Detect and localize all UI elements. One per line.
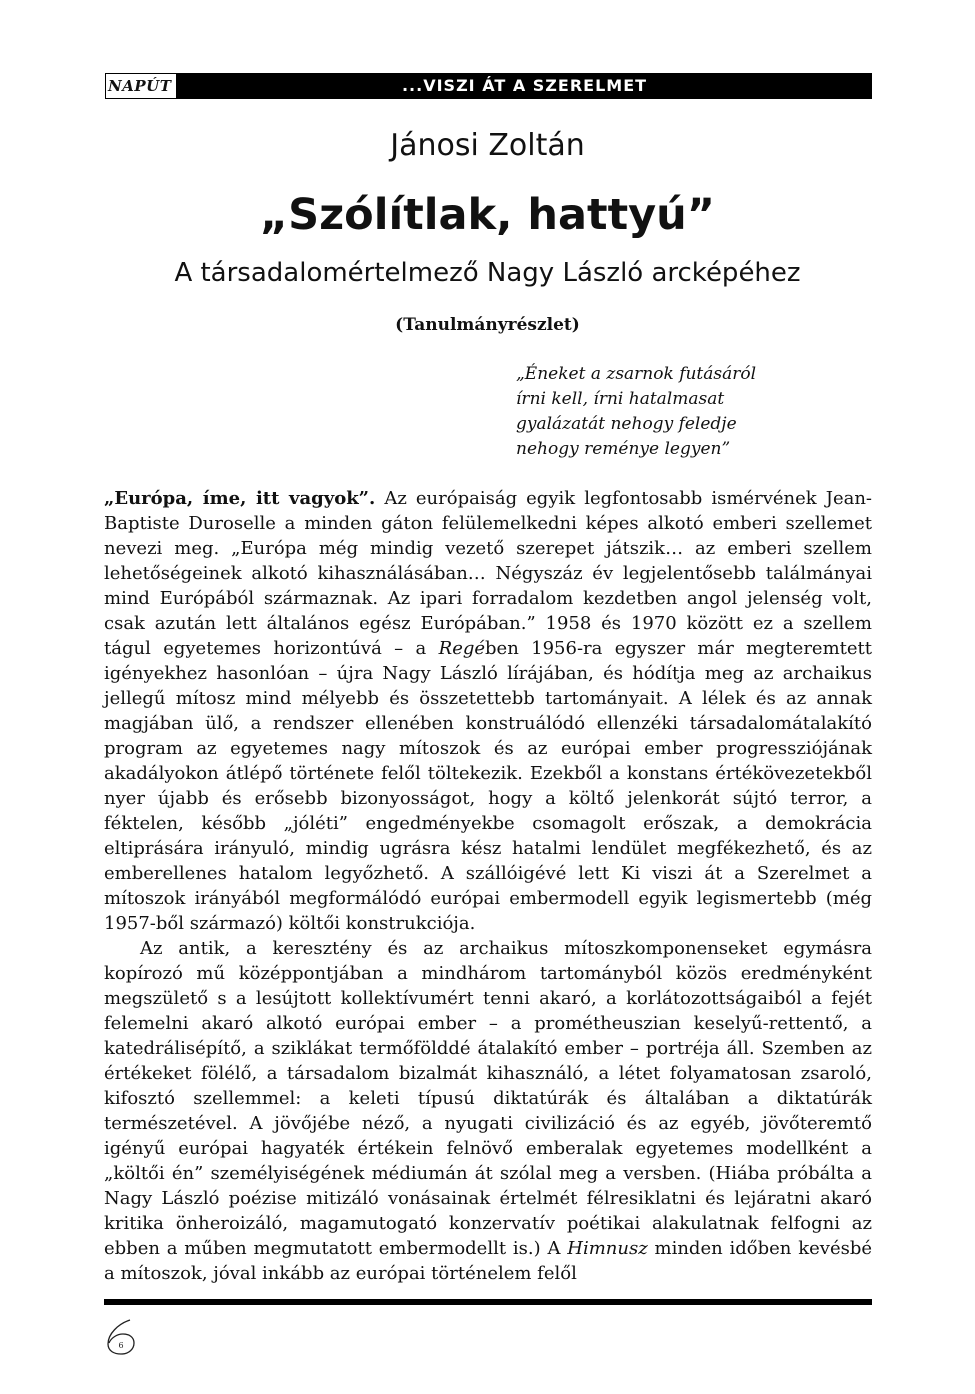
journal-logo: NAPÚT — [105, 73, 177, 99]
paragraph-text: Az antik, a keresztény és az archaikus mítoszkomponenseket egymásra kopírozó mű középpontjában a mindhárom tartományból közös eredményként megszülető s a lesújtott kollektívumért tenni akaró, a korlátozottságaiból a fejét felemelni akaró alkotó európai ember – a prométheuszian keselyű-rettentő, a katedrálisépítő, a sziklákat termőfölddé átalakító ember – portréja áll. Szemben az értékeket fölélő, a társadalom bizalmát kihasználó, a létet folyamatosan zsaroló, kifosztó szellemmel: a keleti típusú diktatúrák és általában a diktatúrák természetével. A jövőjébe néző, a nyugati civilizáció és az egyéb, jövőteremtő igényű európai hagyaték értékein felnövő emberalak egyetemes modellként a „költői én” személyiségének médiumán át szólal meg a versben. (Hiába próbálta a Nagy László poézise mitizáló vonásainak értelmét félresiklatni és lejáratni akaró kritika önheroizáló, magamutogató konzervatív poétikai alakulatnak felfogni az ebben a műben megmutatott embermodellt is.) A — [104, 938, 872, 1259]
paragraph-italic: Himnusz — [567, 1238, 648, 1259]
page-number — [104, 1316, 138, 1356]
paragraph-text: Az európaiság egyik legfontosabb ismérvének Jean-Baptiste Duroselle a minden gáton felülemelkedni képes alkotó emberi szellemet nevezi meg. „Európa még mindig vezető szerepet játszik… az emberi szellem lehetőségeinek alkotó kihasználásában… Négyszáz év legjelentősebb találmányai mind Európából származnak. Az ipari forradalom kezdetben angol jelenség volt, csak azután lett általános egész Európában.” 1958 és 1970 között ez a szellem tágul egyetemes horizontúvá – a — [104, 488, 872, 659]
paragraph-text: minden időben kevésbé a mítoszok, jóval inkább az európai történelem felől — [104, 1238, 873, 1284]
motto-line: írni kell, írni hatalmasat — [516, 389, 725, 409]
motto-line: nehogy reménye legyen” — [516, 439, 731, 459]
page-number-text: 6 — [118, 1341, 124, 1350]
paragraph-italic: Regé — [438, 638, 486, 659]
article-author: Jánosi Zoltán — [390, 128, 585, 163]
section-title: ...VISZI ÁT A SZERELMET — [401, 76, 648, 95]
motto-line: gyalázatát nehogy feledje — [516, 414, 737, 434]
paragraph-lead: „Európa, íme, itt vagyok”. — [104, 488, 376, 509]
article-subtitle: A társadalomértelmező Nagy László arcképéhez — [174, 258, 801, 288]
article-title: „Szólítlak, hattyú” — [259, 190, 716, 240]
paragraph-text: ben 1956-ra egyszer már megteremtett igényekhez hasonlóan – újra Nagy László lírájában, és hódítja meg az archaikus jellegű mítosz mind mélyebb és összetettebb tartományait. A lélek és az annak magjában ülő, a rendszer ellenében konstruálódó ellenzéki társadalomátalakító program az egyetemes nagy mítoszok és az európai ember progressziójának akadályokon átlépő története felől töltekezik. Ezekből a konstans értékövezetekből nyer újabb és erősebb bizonyosságot, hogy a költő jelenkorát sújtó terror, a féktelen, később „jóléti” engedményekbe csomagolt erőszak, a demokrácia eltiprására irányuló, mindig ugrásra kész hatalmi lendület megfékezhető, és az emberellenes hatalom legyőzhető. A szállóigévé lett Ki viszi át a Szerelmet a mítoszok irányából megformálódó európai embermodell egyik legismertebb (még 1957-ből származó) költői konstrukciója. — [104, 638, 872, 934]
article-body — [104, 486, 872, 1286]
article-note: (Tanulmányrészlet) — [395, 315, 580, 335]
footer-rule — [104, 1299, 872, 1305]
paragraph-1 — [104, 486, 872, 936]
motto-quote — [516, 362, 876, 462]
motto-line: „Éneket a zsarnok futásáról — [516, 364, 757, 384]
running-header — [105, 73, 872, 99]
paragraph-2 — [104, 936, 872, 1286]
